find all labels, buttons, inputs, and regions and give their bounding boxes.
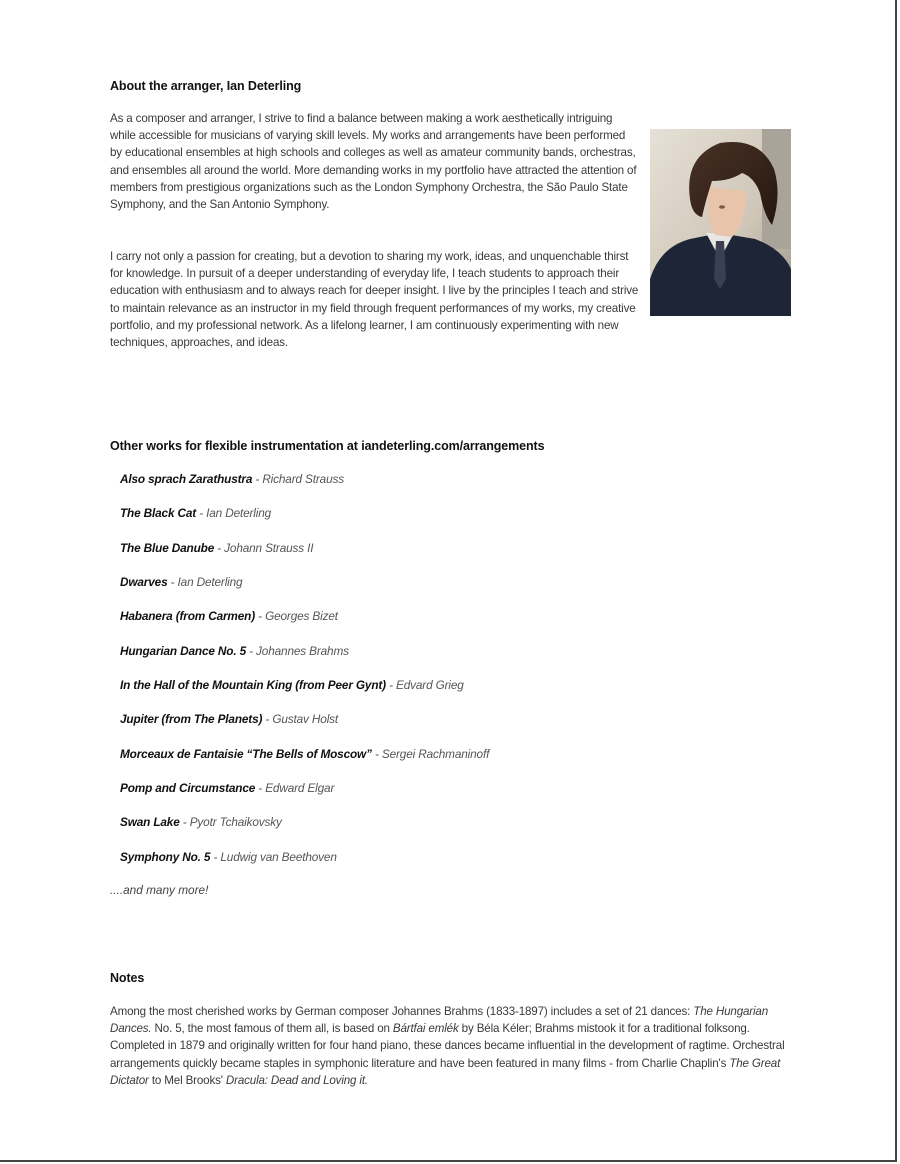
work-title: Swan Lake <box>120 815 180 830</box>
work-title: The Blue Danube <box>120 540 215 555</box>
work-title: Also sprach Zarathustra <box>120 472 253 486</box>
work-composer: Richard Strauss <box>262 472 344 486</box>
arranger-photo <box>650 129 791 316</box>
notes-heading: Notes <box>110 971 145 985</box>
notes-text: Among the most cherished works by German composer Johannes Brahms (1833-1897) includes a set of 21 dances: <box>110 1005 694 1018</box>
work-separator: - <box>262 712 273 727</box>
work-separator: - <box>167 575 178 590</box>
notes-text: by Béla Kéler; Brahms mistook it for a traditional folksong. Completed in 1879 and originally written for four hand piano, these dances became influential in the development of ragtime. Orchestral arrangements quickly became staples in symphonic literature and have been featured in many films - from Charlie Chaplin's <box>110 1022 785 1070</box>
work-list-item <box>120 642 489 676</box>
and-many-more-text: ....and many more! <box>110 883 209 897</box>
about-heading: About the arranger, Ian Deterling <box>110 79 302 93</box>
work-title: The Black Cat <box>120 506 197 521</box>
work-separator: - <box>252 472 263 486</box>
work-list-item <box>120 676 489 710</box>
work-list-item <box>120 607 489 641</box>
notes-emphasis: Bártfai emlék <box>392 1022 459 1036</box>
work-separator: - <box>385 678 396 693</box>
work-list-item <box>120 848 489 882</box>
work-separator: - <box>214 540 225 555</box>
work-separator: - <box>179 815 190 830</box>
work-title: Hungarian Dance No. 5 <box>120 643 246 658</box>
other-works-heading: Other works for flexible instrumentation at iandeterling.com/arrangements <box>110 439 545 453</box>
work-list-item <box>120 745 489 779</box>
work-title: Jupiter (from The Planets) <box>120 712 263 727</box>
work-title: Pomp and Circumstance <box>120 781 256 796</box>
work-composer: Ludwig van Beethoven <box>220 849 337 864</box>
about-paragraph-1: As a composer and arranger, I strive to find a balance between making a work aesthetically intriguing while accessible for musicians of varying skill levels. My works and arrangements have been performed by educational ensembles at high schools and colleges as well as amateur community bands, orchestras, and ensembles all around the world. More demanding works in my portfolio have attracted the attention of members from prestigious organizations such as the London Symphony Orchestra, the São Paulo State Symphony, and the San Antonio Symphony. <box>110 112 637 212</box>
notes-emphasis: Dracula: Dead and Loving it. <box>225 1073 368 1087</box>
about-paragraph-2: I carry not only a passion for creating, but a devotion to sharing my work, ideas, and unquenchable thirst for knowledge. In pursuit of a deeper understanding of everyday life, I teach students to approach their education with enthusiasm and to always reach for deeper insight. I live by the principles I teach and strive to maintain relevance as an instructor in my field through frequent performances of my works, my creative portfolio, and my professional network. As a lifelong learner, I am continuously experimenting with new techniques, approaches, and ideas. <box>110 250 639 350</box>
work-title: Habanera (from Carmen) <box>120 609 256 624</box>
notes-text: No. 5, the most famous of them all, is based on <box>151 1022 393 1036</box>
work-composer: Pyotr Tchaikovsky <box>189 815 282 830</box>
work-list-item <box>120 779 489 813</box>
work-list-item <box>120 539 489 573</box>
works-list <box>120 470 489 882</box>
work-composer: Ian Deterling <box>177 575 243 590</box>
work-title: Dwarves <box>120 575 168 590</box>
work-separator: - <box>246 643 257 658</box>
work-composer: Johannes Brahms <box>256 643 349 658</box>
work-composer: Georges Bizet <box>265 609 338 624</box>
work-list-item <box>120 710 489 744</box>
notes-emphasis: The Great Dictator <box>110 1056 781 1087</box>
work-title: In the Hall of the Mountain King (from Peer Gynt) <box>120 678 386 693</box>
work-composer: Edvard Grieg <box>396 678 464 693</box>
work-composer: Edward Elgar <box>265 781 335 796</box>
work-list-item <box>120 573 489 607</box>
work-composer: Johann Strauss II <box>224 540 314 555</box>
notes-emphasis: The Hungarian Dances. <box>110 1005 769 1036</box>
notes-text: to Mel Brooks' <box>148 1073 226 1087</box>
work-separator: - <box>255 781 266 796</box>
work-list-item <box>120 470 489 504</box>
work-list-item <box>120 504 489 538</box>
work-composer: Sergei Rachmaninoff <box>381 746 490 761</box>
work-separator: - <box>255 609 266 624</box>
work-separator: - <box>210 849 221 864</box>
work-list-item <box>120 813 489 847</box>
work-title: Morceaux de Fantaisie “The Bells of Moscow” <box>120 746 372 761</box>
work-composer: Gustav Holst <box>272 712 339 727</box>
notes-paragraph <box>110 1003 800 1089</box>
work-composer: Ian Deterling <box>206 506 272 521</box>
work-separator: - <box>196 506 207 521</box>
work-title: Symphony No. 5 <box>120 849 211 864</box>
work-separator: - <box>371 746 382 761</box>
